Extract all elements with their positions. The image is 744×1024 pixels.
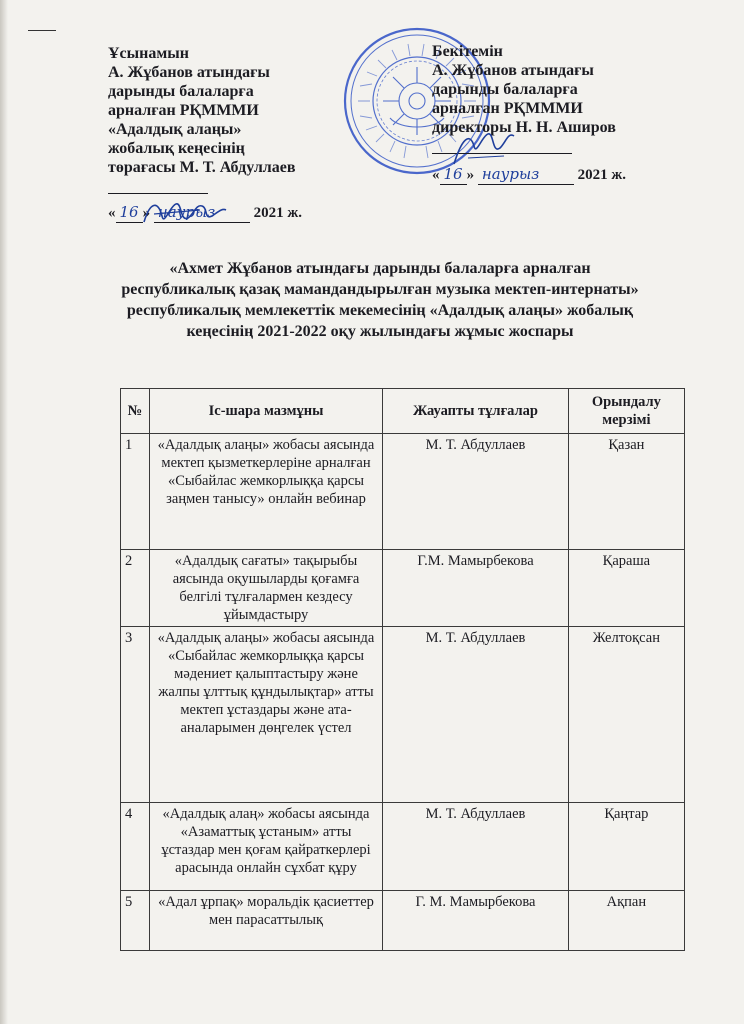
- approval-left-line: А. Жұбанов атындағы: [108, 64, 270, 81]
- approval-left-line: Ұсынамын: [108, 45, 189, 62]
- table-row: [121, 627, 685, 803]
- cell-term: Қаңтар: [568, 803, 684, 891]
- cell-responsible: М. Т. Абдуллаев: [383, 434, 569, 550]
- header-number: №: [121, 389, 150, 434]
- signature-line: [108, 177, 208, 194]
- cell-responsible: М. Т. Абдуллаев: [383, 627, 569, 803]
- date-quote-open: «: [108, 205, 116, 221]
- cell-event: «Адал ұрпақ» моральдік қасиеттер мен парасаттылық: [149, 891, 382, 951]
- cell-number: 1: [121, 434, 150, 550]
- header-responsible: Жауапты тұлғалар: [383, 389, 569, 434]
- date-quote-close: »: [466, 167, 475, 183]
- date-day: 16: [440, 165, 467, 185]
- cell-event: «Адалдық алаңы» жобасы аясында мектеп қызметкерлеріне арналған «Сыбайлас жемкорлыққа қарсы заңмен танысу» онлайн вебинар: [149, 434, 382, 550]
- title-line: республикалық қазақ мамандандырылған музыка мектеп-интернаты»: [121, 281, 639, 298]
- approval-left-line: дарынды балаларға: [108, 83, 254, 100]
- date-year: 2021 ж.: [253, 205, 302, 221]
- cell-number: 5: [121, 891, 150, 951]
- date-quote-open: «: [432, 167, 440, 183]
- table-row: [121, 891, 685, 951]
- approval-right-line: арналған РҚМММИ: [432, 100, 583, 117]
- header-event: Іс-шара мазмұны: [149, 389, 382, 434]
- signature-right-icon: [448, 128, 518, 172]
- signature-left-icon: [140, 196, 230, 230]
- approval-right-line: дарынды балаларға: [432, 81, 578, 98]
- cell-term: Қараша: [568, 550, 684, 627]
- date-month: наурыз: [154, 203, 250, 223]
- title-line: республикалық мемлекеттік мекемесінің «Адалдық алаңы» жобалық: [126, 302, 634, 319]
- cell-number: 2: [121, 550, 150, 627]
- cell-responsible: Г. М. Мамырбекова: [383, 891, 569, 951]
- cell-term: Желтоқсан: [568, 627, 684, 803]
- approval-left-line: арналған РҚМММИ: [108, 102, 259, 119]
- cell-term: Қазан: [568, 434, 684, 550]
- document-title: [100, 258, 660, 342]
- cell-number: 4: [121, 803, 150, 891]
- approval-right-line: Бекітемін: [432, 43, 503, 60]
- cell-event: «Адалдық алаң» жобасы аясында «Азаматтық ұстаным» атты ұстаздар мен қоғам қайраткерлері арасында онлайн сұхбат құру: [149, 803, 382, 891]
- cell-event: «Адалдық сағаты» тақырыбы аясында оқушыларды қоғамға белгілі тұлғалармен кездесу ұйымдастыру: [149, 550, 382, 627]
- scan-edge-shadow: [0, 0, 8, 1024]
- title-line: «Ахмет Жұбанов атындағы дарынды балаларға арналған: [169, 260, 591, 277]
- table-row: [121, 550, 685, 627]
- date-month: наурыз: [478, 165, 574, 185]
- table-header-row: [121, 389, 685, 434]
- cell-number: 3: [121, 627, 150, 803]
- corner-mark: [28, 30, 56, 35]
- table-row: [121, 434, 685, 550]
- cell-event: «Адалдық алаңы» жобасы аясында «Сыбайлас жемкорлыққа қарсы мәдениет қалыптастыру және жалпы ұлттық құндылықтар» атты мектеп ұстаздары және ата-аналарымен дөңгелек үстел: [149, 627, 382, 803]
- date-year: 2021 ж.: [577, 167, 626, 183]
- title-line: кеңесінің 2021-2022 оқу жылындағы жұмыс жоспары: [186, 323, 574, 340]
- cell-term: Ақпан: [568, 891, 684, 951]
- approval-left-line: «Адалдық алаңы»: [108, 121, 242, 138]
- date-day: 16: [116, 203, 143, 223]
- cell-responsible: М. Т. Абдуллаев: [383, 803, 569, 891]
- approval-left-line: жобалық кеңесінің: [108, 140, 245, 157]
- approval-right-line: директоры Н. Н. Аширов: [432, 119, 616, 136]
- header-term: Орындалу мерзімі: [568, 389, 684, 434]
- cell-responsible: Г.М. Мамырбекова: [383, 550, 569, 627]
- table-row: [121, 803, 685, 891]
- approval-right-line: А. Жұбанов атындағы: [432, 62, 594, 79]
- work-plan-table: [120, 388, 685, 951]
- approval-left-line: төрағасы М. Т. Абдуллаев: [108, 159, 296, 176]
- date-quote-close: »: [142, 205, 151, 221]
